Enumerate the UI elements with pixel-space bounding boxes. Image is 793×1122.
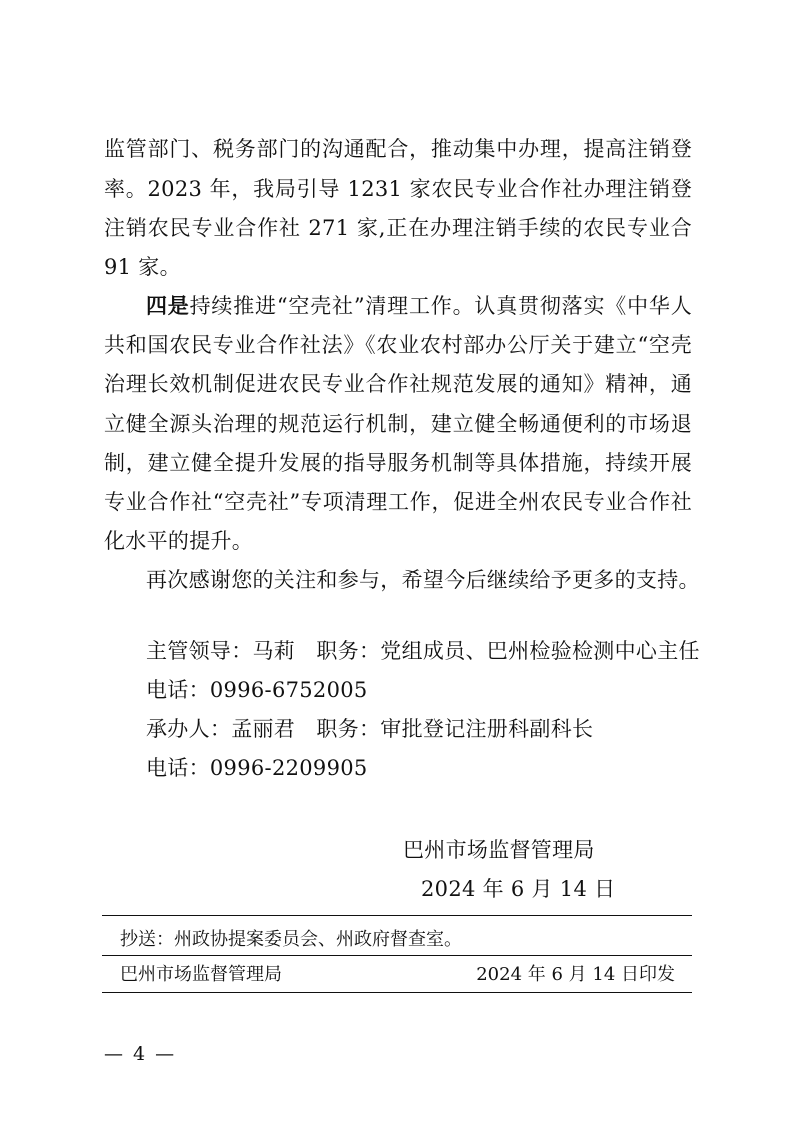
signature-date: 2024 年 6 月 14 日 xyxy=(421,877,616,901)
paragraph-line: 注销农民专业合作社 271 家,正在办理注销手续的农民专业合 xyxy=(104,216,692,240)
paragraph-lead: 四是 xyxy=(146,293,190,318)
paragraph-line: 共和国农民专业合作社法》《农业农村部办公厅关于建立“空壳 xyxy=(104,333,692,357)
closing-sentence: 再次感谢您的关注和参与，希望今后继续给予更多的支持。 xyxy=(146,568,700,592)
paragraph-line: 监管部门、税务部门的沟通配合，推动集中办理，提高注销登 xyxy=(104,137,692,161)
paragraph-line: 率。2023 年，我局引导 1231 家农民专业合作社办理注销登 xyxy=(104,177,692,201)
paragraph-line: 化水平的提升。 xyxy=(104,529,254,553)
leader-phone: 电话：0996-6752005 xyxy=(146,678,368,702)
handler-phone: 电话：0996-2209905 xyxy=(146,756,368,780)
issuer: 巴州市场监督管理局 xyxy=(120,964,282,985)
paragraph-line: 立健全源头治理的规范运行机制，建立健全畅通便利的市场退 xyxy=(104,412,692,436)
cc-line: 抄送：州政协提案委员会、州政府督查室。 xyxy=(120,929,462,950)
paragraph-line-rest: 持续推进“空壳社”清理工作。认真贯彻落实《中华人 xyxy=(189,294,692,318)
paragraph-line: 治理长效机制促进农民专业合作社规范发展的通知》精神，通 xyxy=(104,372,692,396)
paragraph-line: 专业合作社“空壳社”专项清理工作，促进全州农民专业合作社 xyxy=(104,490,692,514)
signature-org: 巴州市场监督管理局 xyxy=(403,838,595,862)
paragraph-line: 制，建立健全提升发展的指导服务机制等具体措施，持续开展 xyxy=(104,451,692,475)
handler-info: 承办人：孟丽君 职务：审批登记注册科副科长 xyxy=(146,717,594,741)
divider-bottom xyxy=(102,992,692,993)
page-number: — 4 — xyxy=(104,1043,177,1065)
paragraph-first-line xyxy=(146,292,692,320)
divider-top xyxy=(102,915,692,916)
paragraph-line: 91 家。 xyxy=(104,255,181,279)
leader-info: 主管领导：马莉 职务：党组成员、巴州检验检测中心主任 xyxy=(146,639,700,663)
divider-middle xyxy=(102,955,692,956)
issue-date: 2024 年 6 月 14 日印发 xyxy=(476,964,675,985)
